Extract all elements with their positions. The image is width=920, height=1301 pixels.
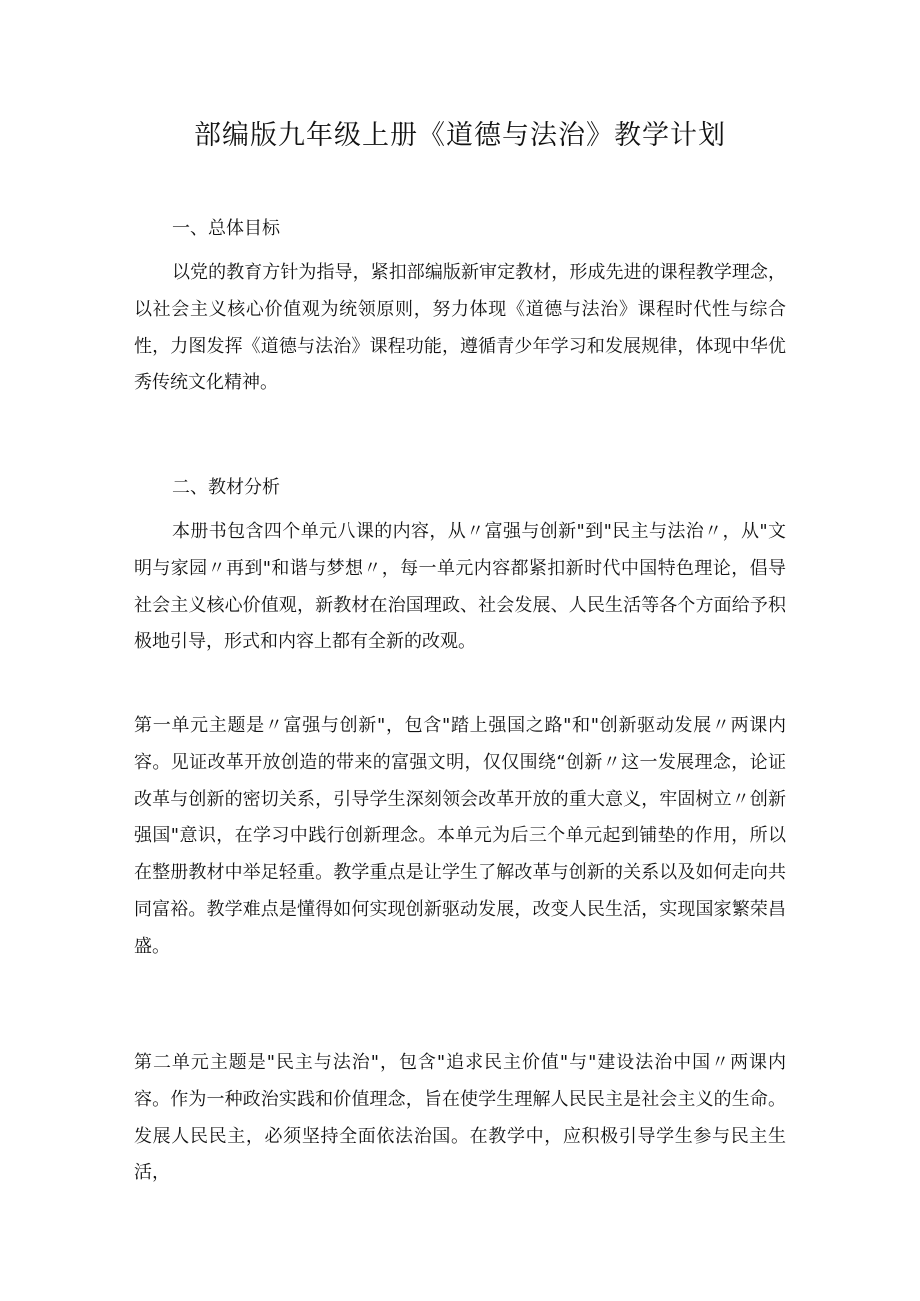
paragraph-unit-one: 第一单元主题是〃富强与创新"，包含"踏上强国之路"和"创新驱动发展〃两课内容。见证改革开放创造的带来的富强文明，仅仅围绕“创新〃这一发展理念，论证改革与创新的密切关系，引导学生深刻领会改革开放的重大意义，牢固树立〃创新强国"意识，在学习中践行创新理念。本单元为后三个单元起到铺垫的作用，所以在整册教材中举足轻重。教学重点是让学生了解改革与创新的关系以及如何走向共同富裕。教学难点是懂得如何实现创新驱动发展，改变人民生活，实现国家繁荣昌盛。 bbox=[134, 715, 786, 957]
paragraph-textbook-intro: 本册书包含四个单元八课的内容，从〃富强与创新"到"民主与法治〃，从"文明与家园〃再到"和谐与梦想〃，每一单元内容都紧扣新时代中国特色理论，倡导社会主义核心价值观，新教材在治国理政、社会发展、人民生活等各个方面给予积极地引导，形式和内容上都有全新的改观。 bbox=[134, 521, 786, 653]
document-title: 部编版九年级上册《道德与法治》教学计划 bbox=[194, 120, 726, 151]
section-heading-overall-goals: 一、总体目标 bbox=[172, 218, 280, 239]
section-heading-textbook-analysis: 二、教材分析 bbox=[172, 477, 280, 498]
paragraph-overall-goals: 以党的教育方针为指导，紧扣部编版新审定教材，形成先进的课程教学理念，以社会主义核心价值观为统领原则，努力体现《道德与法治》课程时代性与综合性，力图发挥《道德与法治》课程功能，遵循青少年学习和发展规律，体现中华优秀传统文化精神。 bbox=[134, 262, 786, 394]
paragraph-unit-two: 第二单元主题是"民主与法治"，包含"追求民主价值"与"建设法治中国〃两课内容。作为一种政治实践和价值理念，旨在使学生理解人民民主是社会主义的生命。发展人民民主，必须坚持全面依法治国。在教学中，应积极引导学生参与民主生活， bbox=[134, 1052, 786, 1184]
